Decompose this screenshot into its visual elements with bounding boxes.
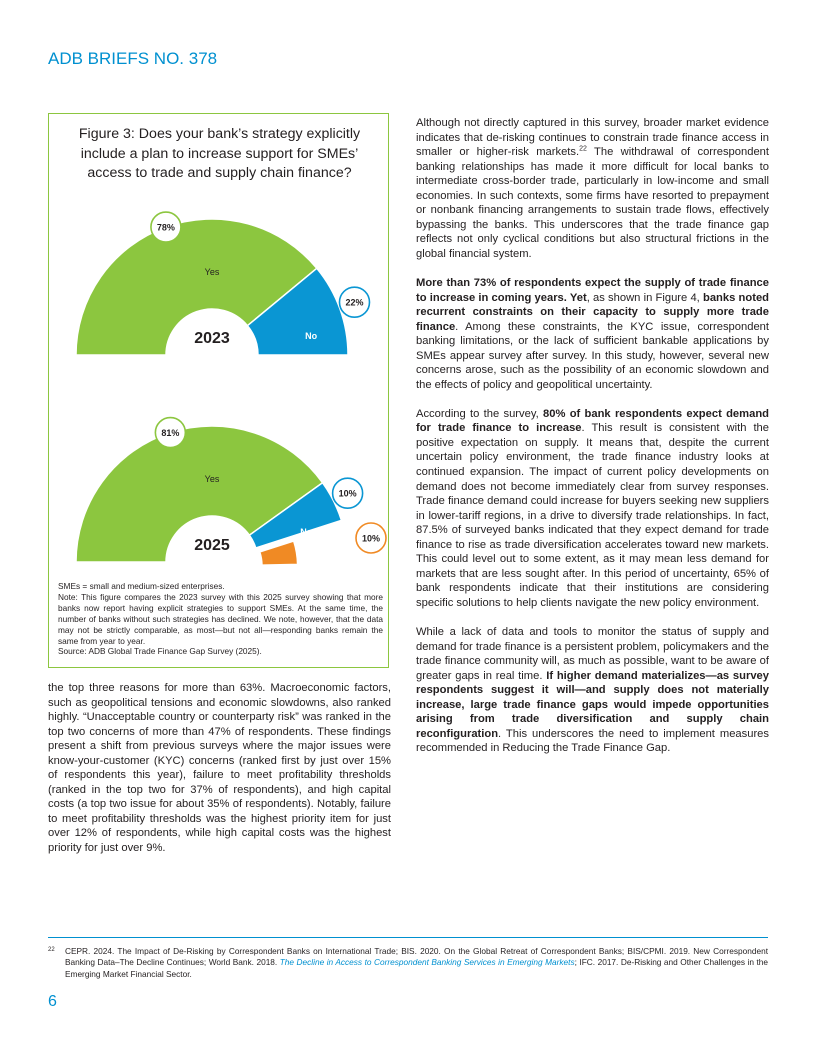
- chart-2023-value-yes: 78%: [156, 222, 175, 233]
- text-run: . Among these constraints, the KYC issue, correspondent banking limitations, or the lack of sufficient bankable applications by SMEs appear survey after survey. In this study, however, several new concerns arose, such as the possibility of an economic slowdown and the effects of policy and geopolitical uncertainty.: [416, 320, 769, 391]
- chart-2025-value-don-t-know: 10%: [361, 533, 381, 544]
- figure-abbreviation: SMEs = small and medium-sized enterprises.: [58, 581, 225, 591]
- series-title: ADB BRIEFS NO. 378: [48, 49, 218, 68]
- chart-2023-label-yes: Yes: [204, 267, 220, 277]
- chart-2023-value-no: 22%: [345, 297, 364, 308]
- body-paragraph: [416, 276, 769, 392]
- footnote-divider: [48, 937, 768, 938]
- text-run: . This underscores the need to implement measures recommended in Reducing the Trade Finance Gap.: [416, 727, 769, 755]
- figure-notes: [58, 581, 383, 657]
- right-column: [416, 116, 769, 770]
- bold-run: If higher demand materializes—as survey respondents suggest it will—and supply does not materially increase, large trade finance gaps would impede opportunities arising from trade diversification and supply chain reconfiguration: [416, 669, 770, 740]
- chart-2023-year-label: 2023: [194, 330, 230, 347]
- footnote: [48, 946, 768, 980]
- text-run: Although not directly captured in this survey, broader market evidence indicates that de-risking continues to constrain trade finance access in smaller or higher-risk markets.: [416, 117, 769, 159]
- page-number: 6: [48, 993, 57, 1010]
- chart-2025-year-label: 2025: [194, 537, 230, 554]
- text-run: . This result is consistent with the positive expectation on supply. It means that, despite the current uncertain policy environment, the trade finance industry looks at continued expansion. The impact of current policy developments on demand does not become immediately clear from survey responses. Trade finance demand could increase for buyers seeking new suppliers in lower-tariff regions, in a drive to diversify trade relationships. In fact, 87.5% of surveyed banks indicated that they expect demand for trade finance to rise as trade diversification accelerates toward new markets. This could level out to some extent, as it may mean less demand for markets that are less sought after. In this period of uncertainty, 65% of bank respondents indicate that their institutions are considering specific solutions to help clients navigate the new policy environment.: [416, 422, 769, 609]
- chart-2025-value-no: 10%: [338, 488, 357, 499]
- left-column: [48, 681, 391, 870]
- text-run: ; IFC. 2017. De-Risking and Other Challenges in the Emerging Market Financial Sector.: [65, 957, 768, 979]
- body-paragraph: [416, 625, 769, 756]
- bold-run: banks noted recurrent constraints on their capacity to supply more trade finance: [416, 291, 769, 333]
- text-run: According to the survey,: [416, 407, 544, 420]
- footnote-number: 22: [48, 947, 55, 953]
- figure-source: Source: ADB Global Trade Finance Gap Survey (2025).: [58, 646, 262, 657]
- body-paragraph: [416, 407, 769, 611]
- bold-run: 80% of bank respondents expect demand for trade finance to increase: [416, 407, 769, 435]
- chart-2025-label-yes: Yes: [204, 474, 220, 484]
- figure-charts: [49, 114, 390, 584]
- figure-3: [48, 113, 389, 668]
- text-run: , as shown in Figure 4,: [586, 291, 703, 304]
- text-run: CEPR. 2024. The Impact of De-Risking by Correspondent Banks on International Trade; BIS. 2020. On the Global Retreat of Correspondent Banks; BIS/CPMI. 2019. New Correspondent Banking Data–The Decline Continues; World Bank. 2018.: [65, 946, 768, 968]
- body-paragraph: the top three reasons for more than 63%. Macroeconomic factors, such as geopolitical tensions and economic slowdowns, also ranked highly. “Unacceptable country or counterparty risk” was ranked in the top two concerns of more than 47% of respondents. These findings present a shift from previous surveys where the major issues were know-your-customer (KYC) concerns (ranked first by just over 15% of respondents this year), failure to meet profitability thresholds (ranked in the top two for 37% of respondents), and high capital costs (a top two issue for about 35% of respondents). Notably, failure to meet profitability thresholds was the highest priority item for just over 12% of respondents, while high capital costs was the highest priority for just over 9%.: [48, 682, 391, 855]
- figure-title: Figure 3: Does your bank’s strategy explicitly include a plan to increase support for SMEs’ access to trade and supply chain finance?: [78, 126, 361, 181]
- chart-2023-hole: [167, 310, 257, 400]
- text-run: While a lack of data and tools to monitor the status of supply and demand for trade finance is a persistent problem, policymakers and the trade finance community will, as much as possible, want to be aware of greater gaps in real time.: [416, 626, 769, 682]
- text-run: The withdrawal of correspondent banking relationships has made it more difficult for local banks to intermediate cross-border trade, particularly in low-income and small economies. In such contexts, some firms have resorted to prepayment or nonbank financing arrangements to sustain trade flows, effectively bypassing the banks. This underscores that the trade finance gap reflects not only cyclical conditions but also structural frictions in the global financial system.: [416, 146, 769, 260]
- chart-2023-label-no: No: [305, 331, 318, 342]
- footnote-link[interactable]: The Decline in Access to Correspondent Banking Services in Emerging Markets: [279, 957, 575, 968]
- footnote-text: [65, 946, 768, 980]
- footnote-ref[interactable]: 22: [579, 145, 587, 153]
- chart-2025-value-yes: 81%: [161, 428, 180, 439]
- chart-2025-label-no: No: [300, 527, 313, 538]
- bold-run: More than 73% of respondents expect the supply of trade finance to increase in coming years. Yet: [416, 276, 769, 304]
- body-paragraph: [416, 116, 769, 261]
- chart-2025-label-don-t-know: Don’t know: [304, 549, 354, 559]
- figure-note: Note: This figure compares the 2023 survey with this 2025 survey showing that more banks now report having explicit strategies to support SMEs. At the same time, the number of banks without such strategies has declined. We note, however, that the data may not be strictly comparable, as most—but not all—responding banks remain the same from year to year.: [58, 591, 383, 646]
